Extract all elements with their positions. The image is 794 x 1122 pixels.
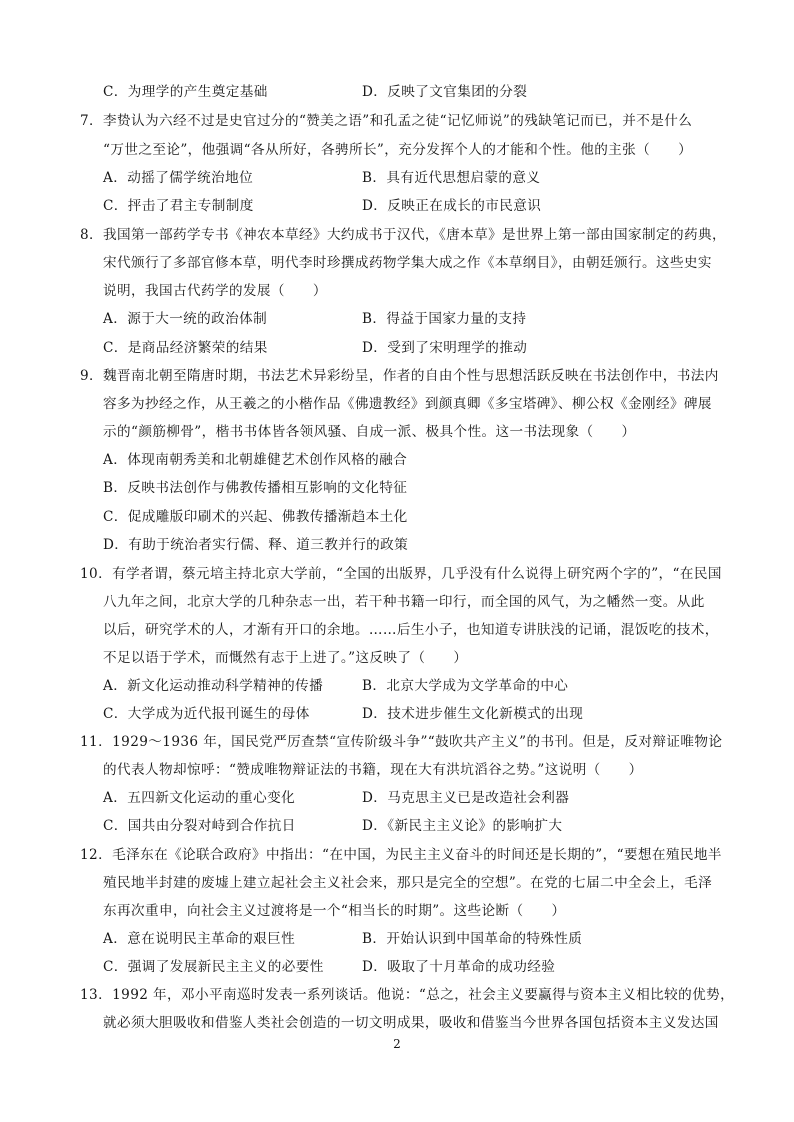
q12-option-c: C．强调了发展新民主主义的必要性 xyxy=(103,959,324,975)
q10-stem-line-3: 以后，研究学术的人，才渐有开口的余地。……后生小子，也知道专讲肤浅的记诵，混饭吃的技术， xyxy=(103,622,719,638)
q13-stem-line-1: 13．1992 年，邓小平南巡时发表一系列谈话。他说：“总之，社会主义要赢得与资本主义相比较的优势， xyxy=(80,987,735,1003)
q7-stem-line-1: 7．李贽认为六经不过是史官过分的“赞美之语”和孔孟之徒“记忆师说”的残缺笔记而已，并不是什么 xyxy=(80,113,693,129)
q8-option-d: D．受到了宋明理学的推动 xyxy=(362,340,528,356)
q9-stem-line-1: 9．魏晋南北朝至隋唐时期，书法艺术异彩纷呈，作者的自由个性与思想活跃反映在书法创作中，书法内 xyxy=(80,368,719,384)
q7-option-c: C．抨击了君主专制制度 xyxy=(103,198,254,214)
q9-option-b: B．反映书法创作与佛教传播相互影响的文化特征 xyxy=(103,480,408,496)
q8-stem-line-1: 8．我国第一部药学专书《神农本草经》大约成书于汉代，《唐本草》是世界上第一部由国家制定的药典， xyxy=(80,227,726,243)
q11-stem-line-1: 11．1929～1936 年，国民党严厉查禁“宣传阶级斗争”“鼓吹共产主义”的书刊。但是，反对辩证唯物论 xyxy=(80,734,723,750)
q12-stem-line-1: 12．毛泽东在《论联合政府》中指出：“在中国，为民主主义奋斗的时间还是长期的”，“要想在殖民地半 xyxy=(80,847,722,863)
q8-option-a: A．源于大一统的政治体制 xyxy=(103,311,268,327)
q12-option-d: D．吸取了十月革命的成功经验 xyxy=(362,959,556,975)
q7-option-a: A．动摇了儒学统治地位 xyxy=(103,170,254,186)
q9-stem-line-3: 示的“颜筋柳骨”，楷书书体皆各领风骚、自成一派、极具个性。这一书法现象（ ） xyxy=(103,424,636,440)
q11-option-c: C．国共由分裂对峙到合作抗日 xyxy=(103,818,296,834)
q11-option-d: D．《新民主主义论》的影响扩大 xyxy=(362,818,563,834)
q10-option-a: A．新文化运动推动科学精神的传播 xyxy=(103,678,324,694)
q12-option-a: A．意在说明民主革命的艰巨性 xyxy=(103,931,296,947)
q8-stem-line-3: 说明，我国古代药学的发展（ ） xyxy=(103,283,327,299)
q8-option-b: B．得益于国家力量的支持 xyxy=(362,311,527,327)
q12-stem-line-2: 殖民地半封建的废墟上建立起社会主义社会来，那只是完全的空想”。在党的七届二中全会上，毛泽 xyxy=(103,875,713,891)
q11-option-b: D．马克思主义已是改造社会利器 xyxy=(362,790,570,806)
q11-option-a: A．五四新文化运动的重心变化 xyxy=(103,790,296,806)
q6-option-c: C．为理学的产生奠定基础 xyxy=(103,84,268,100)
q10-stem-line-4: 不足以语于学术，而慨然有志于上进了。”这反映了（ ） xyxy=(103,650,468,666)
q10-stem-line-2: 八九年之间，北京大学的几种杂志一出，若干种书籍一印行，而全国的风气，为之幡然一变。从此 xyxy=(103,594,705,610)
q6-option-d: D．反映了文官集团的分裂 xyxy=(362,84,528,100)
q9-stem-line-2: 容多为抄经之作，从王羲之的小楷作品《佛遗教经》到颜真卿《多宝塔碑》、柳公权《金刚经》碑展 xyxy=(103,396,712,412)
q9-option-a: A．体现南朝秀美和北朝雄健艺术创作风格的融合 xyxy=(103,452,408,468)
q10-option-d: D．技术进步催生文化新模式的出现 xyxy=(362,706,584,722)
q9-option-c: C．促成雕版印刷术的兴起、佛教传播渐趋本土化 xyxy=(103,509,408,525)
q10-stem-line-1: 10．有学者谓，蔡元培主持北京大学前，“全国的出版界，几乎没有什么说得上研究两个字的”，“在民国 xyxy=(80,566,722,582)
q7-option-b: B．具有近代思想启蒙的意义 xyxy=(362,170,541,186)
q10-option-c: C．大学成为近代报刊诞生的母体 xyxy=(103,706,310,722)
q12-option-b: B．开始认识到中国革命的特殊性质 xyxy=(362,931,583,947)
q9-option-d: D．有助于统治者实行儒、释、道三教并行的政策 xyxy=(103,537,409,553)
q10-option-b: B．北京大学成为文学革命的中心 xyxy=(362,678,569,694)
q8-option-c: C．是商品经济繁荣的结果 xyxy=(103,340,268,356)
q7-option-d: D．反映正在成长的市民意识 xyxy=(362,198,542,214)
page-number: 2 xyxy=(393,1037,401,1051)
q12-stem-line-3: 东再次重申，向社会主义过渡将是一个“相当长的时期”。这些论断（ ） xyxy=(103,903,566,919)
q8-stem-line-2: 宋代颁行了多部官修本草，明代李时珍撰成药物学集大成之作《本草纲目》，由朝廷颁行。这些史实 xyxy=(103,255,712,271)
q11-stem-line-2: 的代表人物却惊呼：“赞成唯物辩证法的书籍，现在大有洪坑滔谷之势。”这说明（ ） xyxy=(103,762,643,778)
q13-stem-line-2: 就必须大胆吸收和借鉴人类社会创造的一切文明成果，吸收和借鉴当今世界各国包括资本主义发达国 xyxy=(103,1015,719,1031)
q7-stem-line-2: “万世之至论”，他强调“各从所好，各骋所长”，充分发挥个人的才能和个性。他的主张（ ） xyxy=(103,142,693,158)
